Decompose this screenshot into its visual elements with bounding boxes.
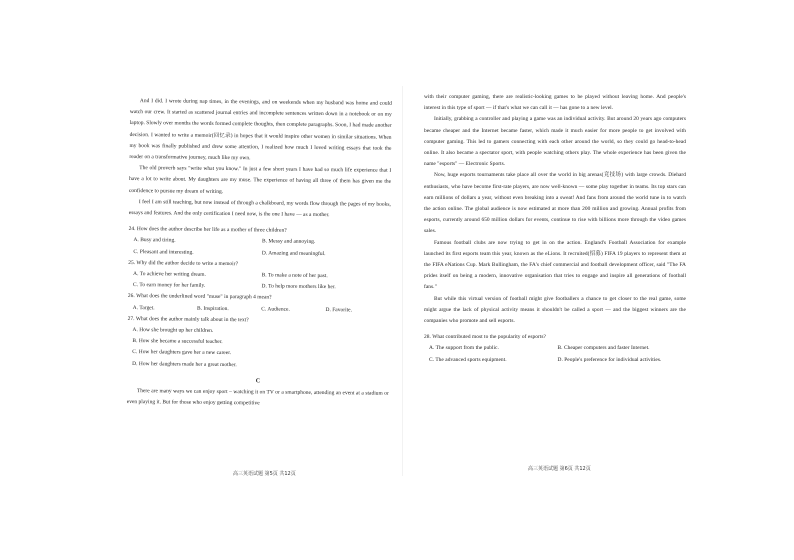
section-c-intro: There are many ways we can enjoy sport – watching it on TV or a smartphone, attending an event at a stadium or even playing it. But for those who enjoy getting competitive <box>126 388 389 407</box>
q28-option-a: A. The support from the public. <box>429 345 499 352</box>
q27-option-c: C. How her daughters gave her a new career. <box>132 349 232 357</box>
page-gutter <box>402 86 403 476</box>
right-page-footer: 高三英语试题 第6页 共12页 <box>528 466 591 472</box>
question-25-stem: 25. Why did the author decide to write a memoir? <box>128 259 239 267</box>
q25-option-b: B. To make a note of her past. <box>261 272 328 280</box>
q24-option-a: A. Busy and tiring. <box>133 237 176 244</box>
q26-option-a: A. Target. <box>132 304 155 311</box>
q26-option-b: B. Inspiration. <box>196 305 229 312</box>
left-paragraph-2: The old proverb says "write what you know." In just a few short years I have had so much life experience that I have a lot to write about. My daughters are my muse. The experience of having all three of them has given me the confidence to pursue my dream of writing. <box>128 165 392 195</box>
right-page <box>424 92 686 366</box>
q25-option-c: C. To earn money for her family. <box>132 282 206 290</box>
question-28-options <box>424 343 686 365</box>
question-24-stem: 24. How does the author describe her life as a mother of three children? <box>128 226 287 234</box>
question-26-stem: 26. What does the underlined word "muse" in paragraph 4 mean? <box>127 293 272 301</box>
left-page-footer: 高三英语试题 第5页 共12页 <box>233 471 296 477</box>
q28-option-b: B. Cheaper computers and faster Internet. <box>557 345 650 352</box>
q25-option-d: D. To help more mothers like her. <box>261 283 336 291</box>
q26-option-d: D. Favorite. <box>325 306 353 313</box>
q24-option-b: B. Messy and annoying. <box>261 238 316 246</box>
q27-option-b: B. How she became a successful teacher. <box>132 338 223 346</box>
section-c-heading: C <box>255 378 261 385</box>
right-paragraph-2: Initially, grabbing a controller and playing a game was an individual activity. But around 20 years ago computers became cheaper and the Internet became faster, which made it much easier for more people to get involved with computer gaming. This led to gamers connecting with each other around the world, so they could go head-to-head online. It also became a spectator sport, with people watching others play. The whole experience has been given the name "esports" — Electronic Sports. <box>424 116 686 168</box>
q27-option-d: D. How her daughters made her a great mother. <box>132 360 237 368</box>
question-27-stem: 27. What does the author mainly talk about in the text? <box>127 315 249 324</box>
question-25-options <box>128 269 390 294</box>
left-paragraph-1: And I did. I wrote during nap times, in the evenings, and on weekends when my husband was home and could watch our crew. It started as scattered journal entries and incomplete sentences written down in a notebook or on my laptop. Slowly over months the words formed complete thoughts, then complete paragraphs. Soon, I had made another decision. I wanted to write a memoir(回忆录) in hopes that it would inspire other women in similar situations. When my book was finally published and drew some attention, I realized how much I loved writing essays that took the reader on a transformative journey, much like my own. <box>129 98 392 162</box>
q28-option-c: C. The advanced sports equipment. <box>429 356 507 363</box>
question-24-options <box>128 235 390 260</box>
right-paragraph-3: Now, huge esports tournaments take place all over the world in big arenas(竞技场) with large crowds. Diehard enthusiasts, who have become first-rate players, are now well-known — some play together in teams. Its top stars can earn millions of dollars a year, without even breaking into a sweat! And fans from around the world tune in to watch the action online. The global audience is now estimated at more than 200 million and growing. Annual profits from esports, currently around 650 million dollars for events, continue to rise with billions more through the video games sales. <box>424 172 686 235</box>
q28-option-d: D. People's preference for individual activities. <box>557 356 662 363</box>
right-paragraph-1: with their computer gaming, there are realistic-looking games to be played without leaving home. And people's interest in this type of sport — if that's what we can call it — has gone to a new level. <box>424 94 686 112</box>
right-paragraph-4: Famous football clubs are now trying to get in on the action. England's Football Association for example launched its first esports team this year, known as the eLions. It recruited(招募) FIFA 19 players to represent them at the FIFA eNations Cup. Mark Bullingham, the FA's chief commercial and football development officer, said "The FA prides itself on being a modern, innovative organisation that tries to engage and inspire all generations of football fans." <box>424 239 686 291</box>
q26-option-c: C. Audience. <box>261 306 290 313</box>
q27-option-a: A. How she brought up her children. <box>132 327 214 334</box>
q24-option-c: C. Pleasant and interesting. <box>133 248 194 256</box>
q24-option-d: D. Amazing and meaningful. <box>261 250 326 257</box>
q25-option-a: A. To achieve her writing dream. <box>133 271 206 278</box>
question-28-stem: 28. What contributed most to the popularity of esports? <box>424 334 546 341</box>
left-page <box>127 96 392 411</box>
left-paragraph-3: I feel I am still teaching, but now instead of through a chalkboard, my words flow through the pages of my books, essays and features. And the only certification I need now, is the one I have — as a mother. <box>128 198 391 219</box>
right-paragraph-5: But while this virtual version of football might give footballers a chance to get closer to the real game, some might argue the lack of physical activity means it shouldn't be called a sport — and the biggest winners are the companies who promote and sell esports. <box>424 295 686 325</box>
